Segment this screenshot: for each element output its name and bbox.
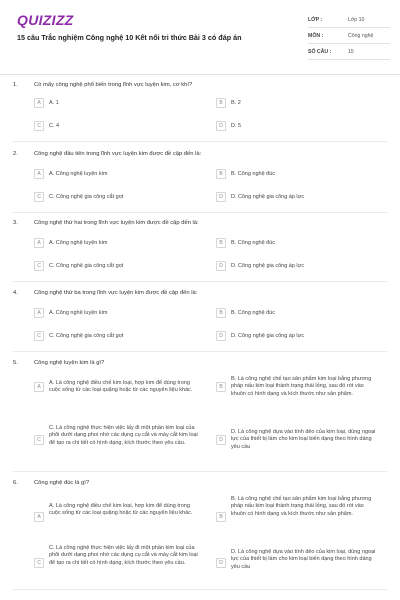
option-letter[interactable]: D bbox=[216, 435, 226, 445]
question-list bbox=[0, 75, 400, 600]
question-number: 6. bbox=[13, 480, 18, 486]
option-letter[interactable]: A bbox=[34, 308, 44, 318]
option-letter[interactable]: C bbox=[34, 435, 44, 445]
option-letter[interactable]: B bbox=[216, 308, 226, 318]
option-letter[interactable]: B bbox=[216, 169, 226, 179]
option-letter[interactable]: A bbox=[34, 382, 44, 392]
question-text: Công nghệ thứ ba trong lĩnh vực luyện kim được đề cập đến là: bbox=[34, 290, 198, 296]
option-text: D. Công nghệ gia công áp lực bbox=[231, 194, 305, 200]
option-letter[interactable]: D bbox=[216, 192, 226, 202]
option-text: B. Công nghệ đúc bbox=[231, 310, 276, 316]
option-letter[interactable]: B bbox=[216, 382, 226, 392]
option-text: C. 4 bbox=[49, 123, 60, 129]
option-text: C. Công nghệ gia công cắt gọt bbox=[49, 194, 124, 200]
question-text: Công nghệ thứ hai trong lĩnh vực luyện kim được đề cập đến là: bbox=[34, 220, 199, 226]
meta-key: MÔN : bbox=[308, 32, 324, 39]
question-divider bbox=[13, 141, 387, 142]
option-text: B. Là công nghệ chế tạo sản phẩm kim loại bằng phương pháp nấu kim loại thành trạng thái lỏng, sau đó rót vào khuôn có hình dạng và kích thước như sản phẩm. bbox=[231, 496, 372, 517]
option-text: D. Công nghệ gia công áp lực bbox=[231, 333, 305, 339]
question-divider bbox=[13, 281, 387, 282]
option-letter[interactable]: A bbox=[34, 98, 44, 108]
option-letter[interactable]: D bbox=[216, 331, 226, 341]
option-letter[interactable]: A bbox=[34, 512, 44, 522]
meta-value: Lớp 10 bbox=[348, 16, 365, 23]
worksheet-title: 15 câu Trắc nghiệm Công nghệ 10 Kết nối tri thức Bài 3 có đáp án bbox=[17, 33, 242, 42]
option-text: C. Công nghệ gia công cắt gọt bbox=[49, 263, 124, 269]
question-divider bbox=[13, 351, 387, 352]
meta-value: Công nghệ bbox=[348, 32, 374, 39]
logo-text: QUIZIZZ bbox=[17, 12, 74, 28]
meta-row-class bbox=[308, 12, 390, 28]
option-text: A. Công nghệ luyện kim bbox=[49, 310, 108, 316]
question-number: 5. bbox=[13, 360, 18, 366]
option-letter[interactable]: A bbox=[34, 169, 44, 179]
quizizz-logo bbox=[17, 11, 74, 29]
option-text: A. Công nghệ luyện kim bbox=[49, 240, 108, 246]
meta-row-count bbox=[308, 44, 390, 60]
meta-key: LỚP : bbox=[308, 16, 323, 23]
question-number: 4. bbox=[13, 290, 18, 296]
option-text: B. Công nghệ đúc bbox=[231, 171, 276, 177]
meta-row-subject bbox=[308, 28, 390, 44]
option-letter[interactable]: C bbox=[34, 192, 44, 202]
question-text: Công nghệ đúc là gì? bbox=[34, 480, 90, 486]
question-divider bbox=[13, 212, 387, 213]
option-letter[interactable]: C bbox=[34, 261, 44, 271]
option-letter[interactable]: B bbox=[216, 238, 226, 248]
worksheet-header bbox=[0, 0, 400, 75]
question-divider bbox=[13, 471, 387, 472]
option-text: D. Công nghệ gia công áp lực bbox=[231, 263, 305, 269]
option-letter[interactable]: C bbox=[34, 121, 44, 131]
question-number: 1. bbox=[13, 82, 18, 88]
option-text: A. Công nghệ luyện kim bbox=[49, 171, 108, 177]
meta-value: 15 bbox=[348, 48, 354, 55]
worksheet-meta bbox=[308, 12, 390, 60]
option-letter[interactable]: C bbox=[34, 331, 44, 341]
option-letter[interactable]: D bbox=[216, 261, 226, 271]
option-text: A. Là công nghệ điều chế kim loại, hợp kim để dùng trong cuộc sống từ các loại quặng hoặc từ các nguyên liệu khác. bbox=[49, 380, 193, 394]
question-number: 3. bbox=[13, 220, 18, 226]
question-divider bbox=[13, 589, 387, 590]
option-letter[interactable]: B bbox=[216, 98, 226, 108]
option-text: C. Công nghệ gia công cắt gọt bbox=[49, 333, 124, 339]
option-text: B. Công nghệ đúc bbox=[231, 240, 276, 246]
question-text: Có mấy công nghệ phổ biến trong lĩnh vực luyện kim, cơ khí? bbox=[34, 82, 193, 88]
option-letter[interactable]: D bbox=[216, 558, 226, 568]
option-text: B. 2 bbox=[231, 100, 241, 106]
question-text: Công nghệ đầu tiên trong lĩnh vực luyện kim được đề cập đến là: bbox=[34, 151, 202, 157]
option-text: B. Là công nghệ chế tạo sản phẩm kim loại bằng phương pháp nấu kim loại thành trạng thái lỏng, sau đó rót vào khuôn có hình dạng và kích thước như sản phẩm. bbox=[231, 376, 372, 397]
option-text: D. 5 bbox=[231, 123, 242, 129]
option-text: D. Là công nghệ dựa vào tính dẻo của kim loại, dùng ngoại lực của thiết bị làm cho kim loại biến dạng theo hình dáng yêu cầu bbox=[231, 429, 376, 450]
option-text: C. Là công nghệ thực hiện việc lấy đi một phần kim loại của phôi dưới dạng phoi nhờ các dụng cụ cắt và máy cắt kim loại để tạo ra chi tiết có hình dạng, kích thước theo yêu cầu. bbox=[49, 425, 198, 446]
option-text: D. Là công nghệ dựa vào tính dẻo của kim loại, dùng ngoại lực của thiết bị làm cho kim loại biến dạng theo hình dáng yêu cầu bbox=[231, 549, 376, 570]
question-text: Công nghệ luyện kim là gì? bbox=[34, 360, 105, 366]
option-text: A. 1 bbox=[49, 100, 59, 106]
meta-key: SỐ CÂU : bbox=[308, 48, 332, 55]
question-number: 2. bbox=[13, 151, 18, 157]
option-text: C. Là công nghệ thực hiện việc lấy đi một phần kim loại của phôi dưới dạng phoi nhờ các dụng cụ cắt và máy cắt kim loại để tạo ra chi tiết có hình dạng, kích thước theo yêu cầu. bbox=[49, 545, 198, 566]
option-text: A. Là công nghệ điều chế kim loại, hợp kim để dùng trong cuộc sống từ các loại quặng hoặc từ các nguyên liệu khác. bbox=[49, 503, 193, 517]
option-letter[interactable]: A bbox=[34, 238, 44, 248]
option-letter[interactable]: D bbox=[216, 121, 226, 131]
option-letter[interactable]: B bbox=[216, 512, 226, 522]
option-letter[interactable]: C bbox=[34, 558, 44, 568]
